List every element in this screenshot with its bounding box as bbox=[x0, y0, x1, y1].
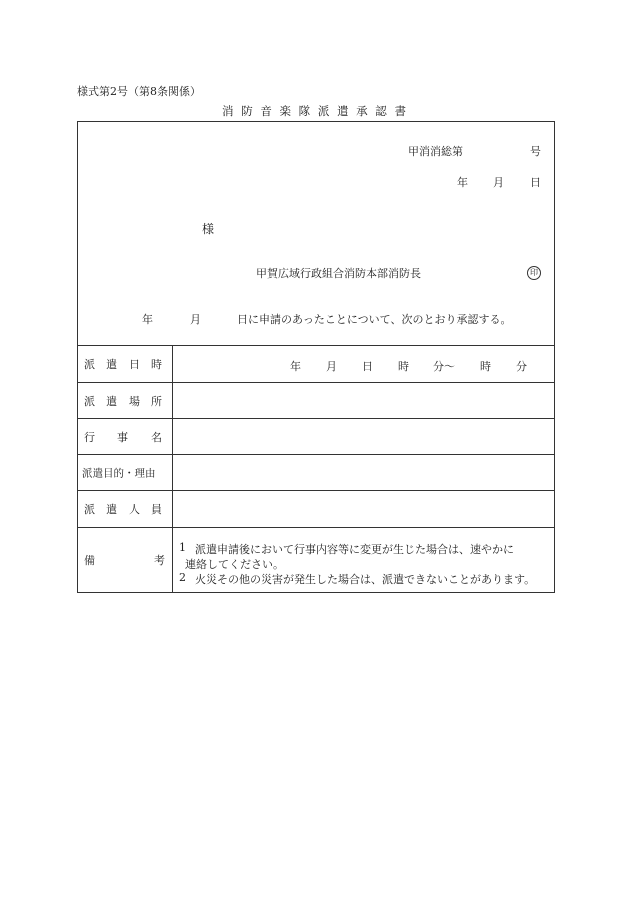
personnel-row bbox=[78, 491, 554, 528]
purpose-field[interactable] bbox=[173, 455, 554, 490]
personnel-label: 派 遣 人 員 bbox=[78, 491, 173, 527]
note-2-text: 火災その他の災害が発生した場合は、派遣できないことがあります。 bbox=[195, 573, 536, 586]
issue-date-day: 日 bbox=[530, 176, 541, 189]
form-header bbox=[78, 122, 554, 346]
document-title: 消 防 音 楽 隊 派 遣 承 認 書 bbox=[222, 104, 408, 118]
dispatch-datetime-label: 派 遣 日 時 bbox=[78, 345, 173, 382]
form-number-label: 様式第2号（第8条関係） bbox=[77, 85, 201, 98]
event-name-row bbox=[78, 419, 554, 455]
note-1-text: 派遣申請後において行事内容等に変更が生じた場合は、速やかに bbox=[195, 543, 514, 556]
reference-number-suffix: 号 bbox=[530, 145, 541, 158]
dispatch-datetime-row bbox=[78, 345, 554, 383]
issue-date-year: 年 bbox=[457, 176, 468, 189]
seal-mark: 印 bbox=[527, 266, 541, 280]
addressee-suffix: 様 bbox=[202, 222, 215, 236]
reference-number-prefix: 甲消消総第 bbox=[408, 145, 463, 158]
note-2-number: 2 bbox=[179, 571, 186, 584]
remarks-notes bbox=[173, 528, 554, 592]
issuer-name: 甲賀広域行政組合消防本部消防長 bbox=[256, 267, 421, 280]
event-name-label: 行 事 名 bbox=[78, 419, 173, 454]
personnel-field[interactable] bbox=[173, 491, 554, 527]
dispatch-place-row bbox=[78, 383, 554, 419]
event-name-field[interactable] bbox=[173, 419, 554, 454]
purpose-label: 派遣目的・理由 bbox=[78, 455, 173, 490]
approval-form bbox=[77, 121, 555, 593]
statement-month: 月 bbox=[190, 313, 201, 326]
note-1-number: 1 bbox=[179, 541, 186, 554]
approval-statement: 日に申請のあったことについて、次のとおり承認する。 bbox=[237, 313, 512, 326]
remarks-label: 備 考 bbox=[78, 528, 173, 592]
remarks-row bbox=[78, 528, 554, 592]
dispatch-place-label: 派 遣 場 所 bbox=[78, 383, 173, 418]
dispatch-place-field[interactable] bbox=[173, 383, 554, 418]
note-1-text-cont: 連絡してください。 bbox=[185, 558, 284, 571]
purpose-row bbox=[78, 455, 554, 491]
issue-date-month: 月 bbox=[493, 176, 504, 189]
statement-year: 年 bbox=[142, 313, 153, 326]
dispatch-datetime-field[interactable]: 年 月 日 時 分〜 時 分 bbox=[290, 360, 527, 373]
